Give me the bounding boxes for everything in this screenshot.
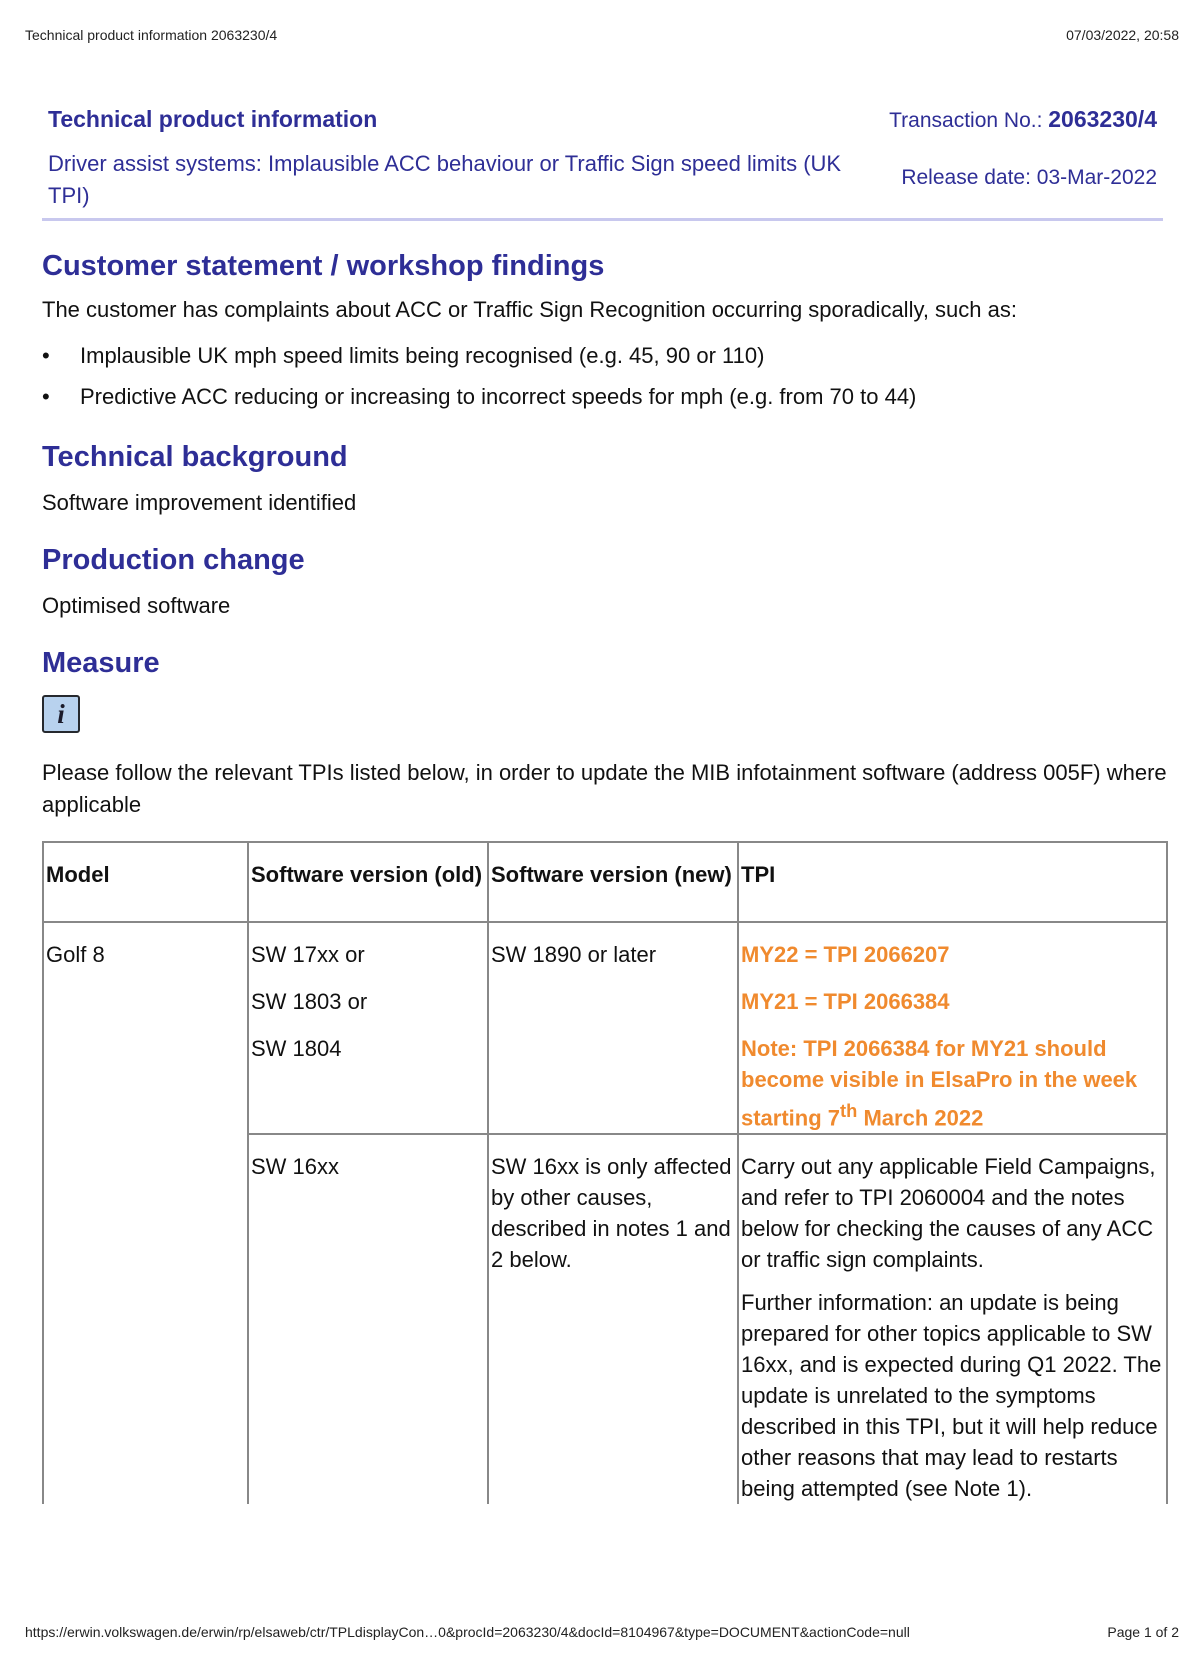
- document-body: [42, 248, 1167, 1504]
- background-text: Software improvement identified: [42, 490, 357, 515]
- sw-old-line: SW 17xx or: [251, 942, 365, 967]
- tpi-paragraph: Carry out any applicable Field Campaigns, and refer to TPI 2060004 and the notes below for checking the causes of any ACC or traffic sign complaints.: [741, 1154, 1156, 1273]
- column-header-model: Model: [43, 842, 248, 922]
- release-date: [901, 166, 1157, 190]
- tpi-cell: [738, 922, 1167, 1134]
- section-heading-measure: Measure: [42, 647, 160, 679]
- transaction-label: Transaction No.:: [889, 109, 1043, 132]
- info-icon: i: [42, 695, 80, 733]
- measure-text: Please follow the relevant TPIs listed below, in order to update the MIB infotainment software (address 005F) where applicable: [42, 760, 1167, 817]
- transaction-value: 2063230/4: [1048, 106, 1157, 132]
- print-header: [25, 27, 1179, 47]
- sw-new-cell: SW 1890 or later: [488, 922, 738, 1134]
- list-item: • Predictive ACC reducing or increasing to incorrect speeds for mph (e.g. from 70 to 44): [42, 381, 1167, 413]
- release-value: 03-Mar-2022: [1036, 166, 1157, 189]
- sw-old-cell: [248, 922, 488, 1134]
- release-label: Release date:: [901, 166, 1031, 189]
- document-subject: Driver assist systems: Implausible ACC behaviour or Traffic Sign speed limits (UK TPI): [48, 151, 842, 208]
- column-header-sw-old: Software version (old): [248, 842, 488, 922]
- section-heading-customer: Customer statement / workshop findings: [42, 250, 605, 282]
- tpi-paragraph: Further information: an update is being prepared for other topics applicable to SW 16xx, and is expected during Q1 2022. The update is unrelated to the symptoms described in this TPI, but it will help reduce other reasons that may lead to restarts being attempted (see Note 1).: [741, 1290, 1162, 1502]
- tpi-table: [42, 841, 1168, 1504]
- sw-new-cell: SW 16xx is only affected by other causes, described in notes 1 and 2 below.: [488, 1134, 738, 1504]
- production-text: Optimised software: [42, 593, 231, 618]
- tpi-note-tail: March 2022: [857, 1105, 984, 1131]
- print-header-datetime: 07/03/2022, 20:58: [1066, 27, 1179, 43]
- print-footer: [25, 1624, 1179, 1644]
- page-url: https://erwin.volkswagen.de/erwin/rp/elsaweb/ctr/TPLdisplayCon…0&procId=2063230/4&docId=8104967&type=DOCUMENT&actionCode=null: [25, 1624, 910, 1640]
- tpi-cell: [738, 1134, 1167, 1504]
- column-header-sw-new: Software version (new): [488, 842, 738, 922]
- model-cell: Golf 8: [43, 922, 248, 1504]
- document-header: [42, 100, 1163, 221]
- tpi-note-superscript: th: [840, 1100, 858, 1121]
- table-row: [43, 922, 1167, 1134]
- tpi-my22: MY22 = TPI 2066207: [741, 942, 950, 967]
- sw-old-line: SW 1803 or: [251, 989, 368, 1014]
- sw-old-cell: SW 16xx: [248, 1134, 488, 1504]
- print-header-title: Technical product information 2063230/4: [25, 27, 278, 43]
- customer-intro: The customer has complaints about ACC or Traffic Sign Recognition occurring sporadically, such as:: [42, 297, 1017, 322]
- column-header-tpi: TPI: [738, 842, 1167, 922]
- document-type-title: Technical product information: [48, 106, 378, 132]
- table-header-row: [43, 842, 1167, 922]
- section-heading-background: Technical background: [42, 441, 348, 473]
- list-item: • Implausible UK mph speed limits being recognised (e.g. 45, 90 or 110): [42, 340, 1167, 372]
- complaint-list: [42, 340, 1167, 413]
- section-heading-production: Production change: [42, 544, 305, 576]
- sw-old-line: SW 1804: [251, 1036, 342, 1061]
- tpi-note-text: Note: TPI 2066384 for MY21 should become visible in ElsaPro in the week starting 7: [741, 1036, 1138, 1131]
- transaction-number: [889, 106, 1157, 133]
- page-number: Page 1 of 2: [1107, 1624, 1179, 1640]
- tpi-my21: MY21 = TPI 2066384: [741, 989, 950, 1014]
- tpi-note: [741, 1033, 1166, 1133]
